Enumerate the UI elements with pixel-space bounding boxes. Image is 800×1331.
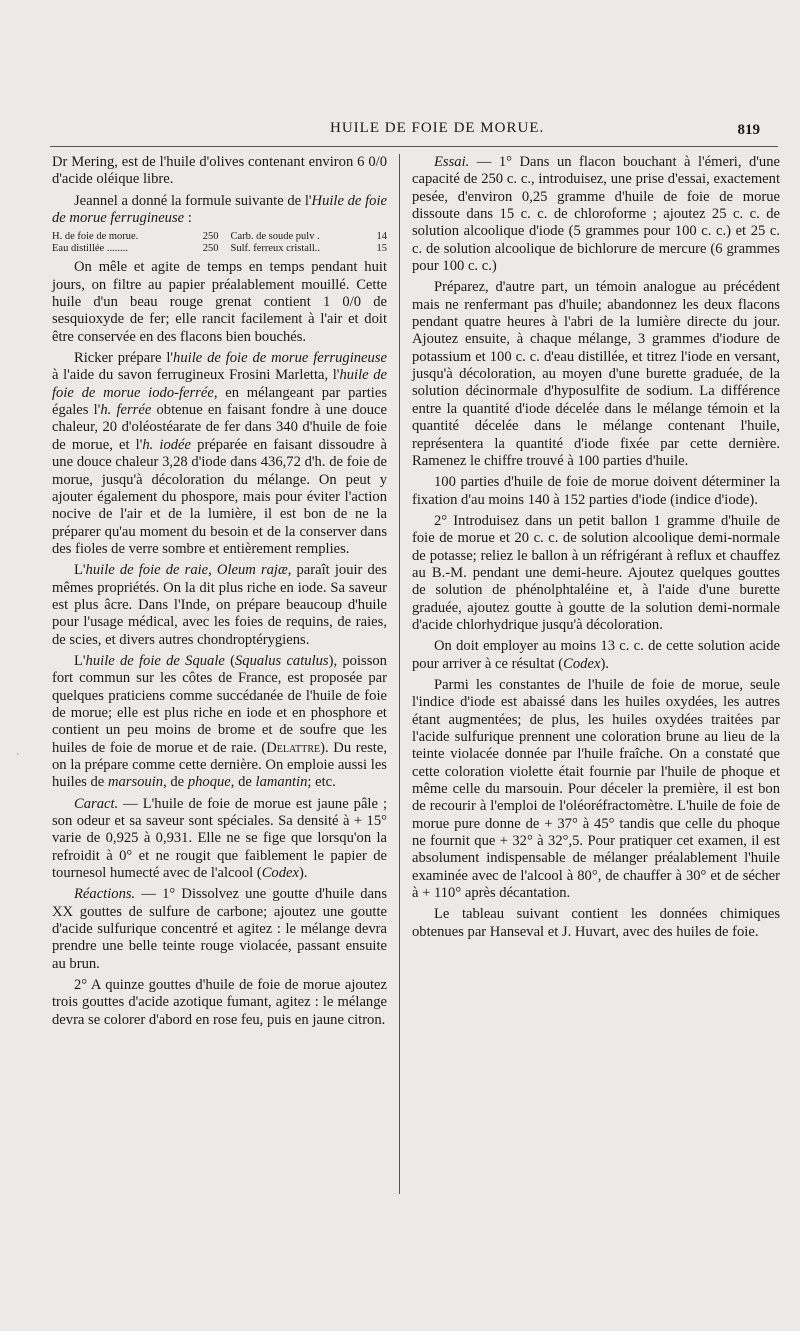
paragraph-reactions: Réactions. — 1° Dissolvez une goutte d'huile dans XX gouttes de sulfure de carbone; ajoutez une goutte d'acide sulfurique concentré et agitez : le mélange devra prendre une belle teinte rouge violacée, passant ensuite au brun. <box>52 886 387 972</box>
paragraph-ricker: Ricker prépare l'huile de foie de morue ferrugineuse à l'aide du savon ferrugineux Frosini Marletta, l'huile de foie de morue iodo-ferrée, en mélangeant par parties égales l'h. ferrée obtenue en faisant fondre à une douce chaleur, 20 d'oléostéarate de fer dans 340 d'huile de foie de morue, et l'h. iodée préparée en faisant dissoudre à une douce chaleur 3,28 d'iode dans 436,72 d'h. de foie de morue, jusqu'à décoloration du mélange. On peut y ajouter également du phospore, mais pour éviter l'action nocive de l'air et de la lumière, il est bon de ne la préparer qu'au moment du besoin et de la conserver dans des fioles de verre sombre et entièrement remplies. <box>52 350 388 557</box>
paragraph-saponification: 2° Introduisez dans un petit ballon 1 gramme d'huile de foie de morue et 20 c. c. de solution alcoolique demi-normale de potasse; reliez le ballon à un réfrigérant à reflux et chauffez au B.-M. pendant une demi-heure. Ajoutez quelques gouttes de solution de phénolphtaléine et, à l'aide d'une burette graduée, ajoutez goutte à goutte de la solution demi-normale d'acide chlorhydrique jusqu'à décoloration. <box>412 512 780 633</box>
paragraph-constantes: Parmi les constantes de l'huile de foie de morue, seule l'indice d'iode est abaissé dans les huiles oxydées, les autres étant augmentées; de plus, les huiles oxydées traitées par l'acide sulfurique prennent une coloration brune au lieu de la teinte violacée donnée par l'huile fraîche. On a constaté que cette coloration violette était fournie par l'huile de phoque et même celle du marsouin. Pour déceler la première, il est bon de recourir à l'emploi de l'oléoréfractomètre. L'huile de foie de morue pure donne de + 37° à 45° tandis que celle du phoque ne fournit que + 32° à 32°,5. Pour pratiquer cet examen, il est absolument indispensable de mélanger préalablement l'huile examinée avec de l'alcool à 80°, de chauffer à 30° et de sécher à + 110° après décantation. <box>412 676 780 902</box>
header-rule <box>50 146 778 147</box>
page-header <box>50 120 782 142</box>
paragraph-squale: L'huile de foie de Squale (Squalus catulus), poisson fort commun sur les côtes de France, est proposée par quelques praticiens comme succédanée de l'huile de foie de morue; elle est plus riche en iode et en phosphore et contient un peu moins de brome et de soufre que les huiles de foie de morue et de raie. (Delattre). Du reste, on la prépare comme cette dernière. On emploie aussi les huiles de marsouin, de phoque, de lamantin; etc. <box>52 652 387 791</box>
formula-table <box>52 231 387 255</box>
paragraph-caracteres: Caract. — L'huile de foie de morue est jaune pâle ; son odeur et sa saveur sont spéciales. Sa densité à + 15° varie de 0,925 à 0,931. Elle ne se fige que lorsqu'on la refroidit à 0° et ne rougit que faiblement le papier de tournesol humecté avec de l'alcool (Codex). <box>52 795 387 882</box>
left-column <box>52 154 387 1029</box>
paragraph-raie: L'huile de foie de raie, Oleum rajæ, paraît jouir des mêmes propriétés. On la dit plus riche en iode. Sa saveur est plus âcre. Dans l'Inde, on prépare beaucoup d'huile pour l'usage médical, avec les foies de requins, de raies, de scies, et divers autres chondroptérygiens. <box>52 562 387 648</box>
paragraph-reaction-2: 2° A quinze gouttes d'huile de foie de morue ajoutez trois gouttes d'acide azotique fumant, agitez : le mélange devra se colorer d'abord en rose feu, puis en jaune citron. <box>52 977 387 1028</box>
paragraph-essai: Essai. — 1° Dans un flacon bouchant à l'émeri, d'une capacité de 250 c. c., introduisez, une prise d'essai, exactement pesée, d'environ 0,25 gramme d'huile de foie de morue dissoute dans 15 c. c. de chloroforme ; ajoutez 25 c. c. de solution alcoolique d'iode (5 grammes pour 100 c. c.) et 25 c. c. de solution alcoolique de bichlorure de mercure (6 grammes pour 100 c. c.) <box>412 154 780 275</box>
paragraph-codex: On doit employer au moins 13 c. c. de cette solution acide pour arriver à ce résultat (Codex). <box>412 638 780 672</box>
column-rule <box>399 154 400 1194</box>
formula-row: H. de foie de morue. 250 Carb. de soude pulv . 14 <box>52 231 387 243</box>
formula-row: Eau distillée ........ 250 Sulf. ferreux cristall.. 15 <box>52 243 387 255</box>
margin-mark: ˴ <box>16 748 20 759</box>
right-column <box>412 154 780 941</box>
page-number: 819 <box>737 122 760 138</box>
paragraph-tableau: Le tableau suivant contient les données chimiques obtenues par Hanseval et J. Huvart, avec des huiles de foie. <box>412 906 780 940</box>
paragraph-preparation: On mêle et agite de temps en temps pendant huit jours, on filtre au papier préalablement mouillé. Cette huile d'un beau rouge grenat contient 1 0/0 de sesquioxyde de fer; elle rancit facilement à l'air et doit être conservée en des flacons bien bouchés. <box>52 259 387 345</box>
paragraph-temoin: Préparez, d'autre part, un témoin analogue au précédent mais ne renfermant pas d'huile; abandonnez les deux flacons pendant quatre heures à l'abri de la lumière directe du jour. Ajoutez ensuite, à chaque mélange, 3 grammes d'iodure de potassium et 100 c. c. d'eau distillée, et titrez l'iode en versant, jusqu'à décoloration, au moyen d'une burette graduée, de la solution décinormale d'hyposulfite de sodium. La différence entre la quantité d'iode décelée dans le mélange témoin et la quantité décelée dans le mélange contenant l'huile, représentera la quantité d'iode fixée par cette dernière. Ramenez le chiffre trouvé à 100 parties d'huile. <box>412 279 780 469</box>
running-title: HUILE DE FOIE DE MORUE. <box>330 120 545 136</box>
paragraph-mering: Dr Mering, est de l'huile d'olives contenant environ 6 0/0 d'acide oléique libre. <box>52 154 387 188</box>
paragraph-indice-iode: 100 parties d'huile de foie de morue doivent déterminer la fixation d'au moins 140 à 152 parties d'iode (indice d'iode). <box>412 474 780 508</box>
paragraph-jeannel: Jeannel a donné la formule suivante de l'Huile de foie de morue ferrugineuse : <box>52 192 387 227</box>
